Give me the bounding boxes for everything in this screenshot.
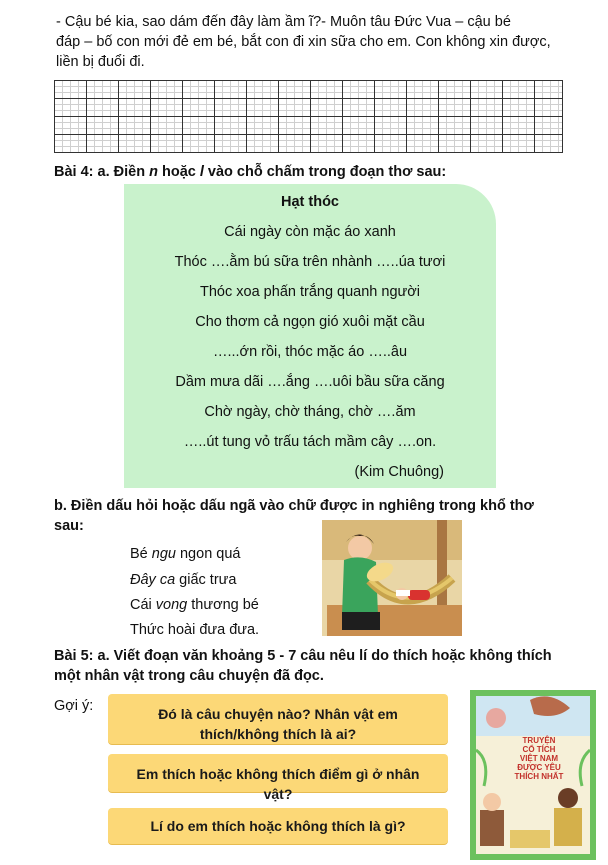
heading-text: hoặc [157,164,200,180]
letter-n: n [149,164,158,180]
text: ngon quá [175,546,241,562]
hint-text: Em thích hoặc không thích điểm gì ở nhân vật? [136,766,420,802]
heading-text: Bài 4: a. Điền [54,164,150,180]
bai5-heading [54,646,584,686]
heading-text: vào chỗ chấm trong đoạn thơ sau: [203,164,447,180]
text: Thức hoài đưa đưa. [130,622,260,638]
book-title-line: ĐƯỢC YÊU [517,763,561,772]
poem-box [124,184,496,488]
sub-poem-line [130,572,236,588]
story-paragraph [56,12,576,72]
heading-line: sau: [54,518,84,534]
poem-line[interactable]: Chờ ngày, chờ tháng, chờ ….ăm [204,404,416,420]
paragraph-line: đáp – bố con mới đẻ em bé, bắt con đi xin sữa cho em. Con không xin được, [56,34,551,50]
hammock-illustration [322,520,462,636]
poem-line: Cái ngày còn mặc áo xanh [224,224,396,240]
poem-title: Hạt thóc [281,194,339,210]
hint-box-1 [108,694,448,744]
text: giấc trưa [175,572,237,588]
book-cover-image [470,690,596,860]
paragraph-line: - Cậu bé kia, sao dám đến đây làm ầm ĩ?- Muôn tâu Đức Vua – cậu bé [56,14,511,30]
book-title-line: TRUYỆN [522,736,556,745]
hint-text: Đó là câu chuyện nào? Nhân vật em thích/không thích là ai? [158,706,398,742]
text: Bé [130,546,152,562]
heading-line: b. Điền dấu hỏi hoặc dấu ngã vào chữ được in nghiêng trong khổ thơ [54,498,534,514]
poem-line[interactable]: …..út tung vỏ trấu tách mầm cây ….on. [183,434,437,450]
book-title-line: VIỆT NAM [519,754,559,763]
hint-box-2 [108,754,448,802]
book-title-line: THÍCH NHẤT [514,772,564,781]
hint-box-3 [108,808,448,844]
handwriting-grid[interactable] [54,80,563,153]
poem-line[interactable]: …...ớn rồi, thóc mặc áo …..âu [212,344,408,360]
letter-l: l [199,164,204,180]
poem-line: Thóc xoa phấn trắng quanh người [200,284,420,300]
poem-author: (Kim Chuông) [354,464,444,480]
paragraph-line: liền bị đuổi đi. [56,54,145,70]
sub-poem-line [130,546,240,562]
poem-line[interactable]: Dầm mưa dãi ….ắng ….uôi bầu sữa căng [175,374,445,390]
text: Cái [130,597,156,613]
sub-poem-line [130,622,259,638]
poem-line[interactable]: Thóc ….ằm bú sữa trên nhành …..úa tươi [174,254,446,270]
book-title-line: CỔ TÍCH [522,745,556,754]
hint-text: Lí do em thích hoặc không thích là gì? [150,818,406,834]
italic-word[interactable]: vong [155,597,188,613]
part-b-heading [54,496,574,536]
heading-line: Bài 5: a. Viết đoạn văn khoảng 5 - 7 câu nêu lí do thích hoặc không thích [54,648,552,664]
book-title [510,736,568,781]
heading-line: một nhân vật trong câu chuyện đã đọc. [54,668,324,684]
poem-line: Cho thơm cả ngọn gió xuôi mặt cầu [195,314,425,330]
italic-word[interactable]: ngu [151,546,176,562]
sub-poem-line [130,597,259,613]
text: thương bé [187,597,259,613]
italic-word[interactable]: Đây ca [130,572,176,588]
bai4-heading [54,164,446,180]
goi-y-label: Gợi ý: [54,698,94,714]
